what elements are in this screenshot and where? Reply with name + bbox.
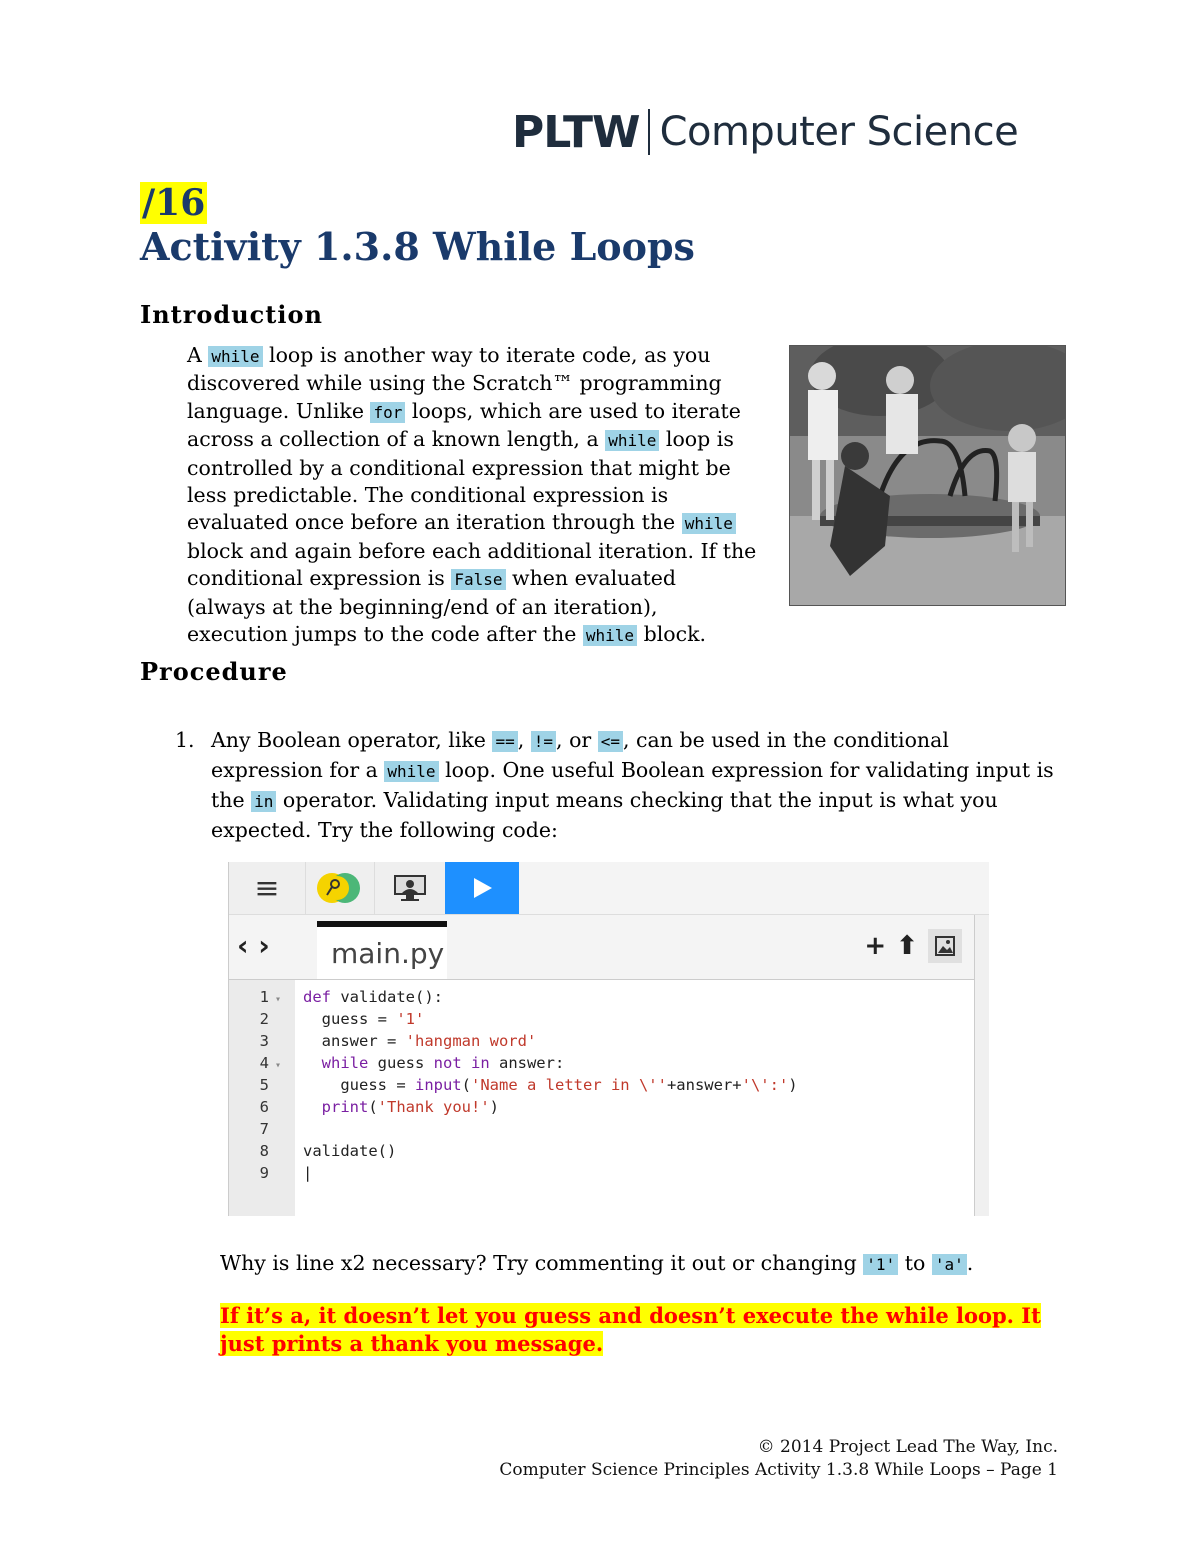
screen-share-icon[interactable] [375,862,446,914]
code-while: while [605,430,659,451]
procedure-step-1 [175,726,1055,844]
line-number: 1 ▾ [259,988,281,1006]
question-text: Why is line x2 necessary? Try commenting it out or changing '1' to 'a' . [220,1251,974,1275]
introduction-paragraph: A while loop is another way to iterate code, as you discovered while using the Scratch™ programming language. Unlike for loops, which are used to iterate across a collection of a known length, a while loop is controlled by a conditional expression that might be less predictable. The conditional expression is evaluated once before an iteration through the while block and again before each additional iteration. If the conditional expression is False when evaluated (always at the beginning/end of an iteration), execution jumps to the code after the while block. [187,343,757,647]
logo-subject: Computer Science [659,109,1019,155]
code-lte: <= [598,731,623,752]
code-while: while [384,761,438,782]
code-line: while guess not in answer: [303,1054,565,1072]
upload-icon[interactable]: ⬆ [896,931,918,961]
code-false: False [451,569,505,590]
procedure-heading: Procedure [140,657,288,686]
logo-brand: PLTW [512,106,640,158]
code-while: while [682,513,736,534]
line-number: 8 [259,1142,269,1160]
code-line: print('Thank you!') [303,1098,499,1116]
copyright: © 2014 Project Lead The Way, Inc. [757,1437,1058,1457]
run-button[interactable] [445,862,519,914]
line-number: 4 ▾ [259,1054,281,1072]
code-1-literal: '1' [863,1254,898,1275]
code-a-literal: 'a' [932,1254,967,1275]
code-line: answer = 'hangman word' [303,1032,537,1050]
line-number: 3 [259,1032,269,1050]
answer-text: If it’s a, it doesn’t let you guess and doesn’t execute the while loop. It just prints a thank you message. [220,1303,1041,1356]
code-line: | [303,1164,313,1182]
code-line: def validate(): [303,988,443,1006]
ide-toolbar [229,862,989,915]
playground-photo [789,345,1066,606]
line-number: 2 [259,1010,269,1028]
editor-tabbar [229,915,974,980]
introduction-heading: Introduction [140,300,323,329]
page-label: Computer Science Principles Activity 1.3.8 While Loops – Page 1 [499,1460,1058,1480]
score-field: /16 [142,182,206,224]
code-while: while [208,346,262,367]
logo-divider [648,109,650,155]
key-icon[interactable] [306,862,375,914]
code-line: guess = '1' [303,1010,425,1028]
nav-arrows-icon[interactable]: ‹ › [237,929,270,962]
line-number: 7 [259,1120,269,1138]
play-icon [469,875,495,901]
line-number: 6 [259,1098,269,1116]
add-file-icon[interactable]: + [864,931,887,961]
editor-scrollbar[interactable] [974,915,989,1216]
code-neq: != [531,731,556,752]
line-number: 5 [259,1076,269,1094]
code-for: for [370,402,405,423]
code-while: while [583,625,637,646]
line-number: 9 [259,1164,269,1182]
page-footer [499,1436,1058,1482]
code-line: guess = input('Name a letter in \''+answer+'\':') [303,1076,798,1094]
image-icon[interactable] [928,929,962,963]
pltw-logo [512,106,1018,158]
tab-main-py[interactable]: main.py [317,921,447,979]
page-title: Activity 1.3.8 While Loops [140,224,695,269]
tab-actions [864,929,962,963]
step-number: 1. [175,728,195,752]
code-in: in [251,791,276,812]
step-text: Any Boolean operator, like == , != , or <= , can be used in the conditional expression for a while loop. One useful Boolean expression for validating input is the in operator. Validating input means checking that the input is what you expected. Try the following code: [211,728,1054,842]
code-eq: == [492,731,517,752]
code-line: validate() [303,1142,397,1160]
ide-screenshot [228,862,989,1216]
menu-icon[interactable]: ≡ [229,862,306,914]
